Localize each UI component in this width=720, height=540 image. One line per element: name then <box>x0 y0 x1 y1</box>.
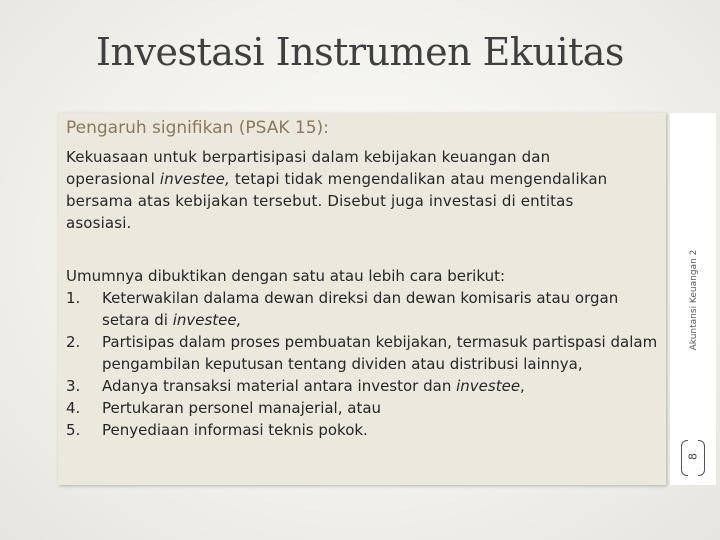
list-item <box>66 287 666 331</box>
list-tail: , <box>520 377 525 395</box>
list-item <box>66 331 666 375</box>
definition-line: Kekuasaan untuk berpartisipasi dalam kebijakan keuangan dan <box>66 148 551 166</box>
list-item <box>66 419 666 441</box>
page-number-badge <box>681 440 705 476</box>
slide-title: Investasi Instrumen Ekuitas <box>96 30 624 74</box>
list-intro: Umumnya dibuktikan dengan satu atau lebih cara berikut: <box>66 267 506 285</box>
list-italic: investee <box>456 377 521 395</box>
list-italic: investee, <box>172 311 242 329</box>
list-number: 3. <box>66 377 81 395</box>
list-number: 2. <box>66 333 81 351</box>
course-label: Akuntansi Keuangan 2 <box>689 249 699 351</box>
definition-line: asosiasi. <box>66 214 132 232</box>
list-number: 1. <box>66 289 81 307</box>
list-text: Keterwakilan dalama dewan direksi dan dewan komisaris atau organ setara di <box>102 289 619 329</box>
evidence-list <box>66 287 666 441</box>
definition-line: operasional <box>66 170 160 188</box>
list-text: Adanya transaksi material antara investor dan <box>102 377 457 395</box>
list-item <box>66 397 666 419</box>
definition-line: bersama atas kebijakan tersebut. Disebut juga investasi di entitas <box>66 192 574 210</box>
definition-paragraph <box>66 146 656 234</box>
list-text: Pertukaran personel manajerial, atau <box>102 399 382 417</box>
list-number: 5. <box>66 421 81 439</box>
page-number: 8 <box>686 453 700 460</box>
list-text: Penyediaan informasi teknis pokok. <box>102 421 368 439</box>
list-number: 4. <box>66 399 81 417</box>
list-text: Partisipas dalam proses pembuatan kebijakan, termasuk partispasi dalam pengambilan keputusan tentang dividen atau distribusi lainnya, <box>102 333 658 373</box>
definition-line: tetapi tidak mengendalikan atau mengendalikan <box>229 170 608 188</box>
definition-italic: investee, <box>159 170 230 188</box>
list-item <box>66 375 666 397</box>
subheading: Pengaruh signifikan (PSAK 15): <box>66 118 329 138</box>
